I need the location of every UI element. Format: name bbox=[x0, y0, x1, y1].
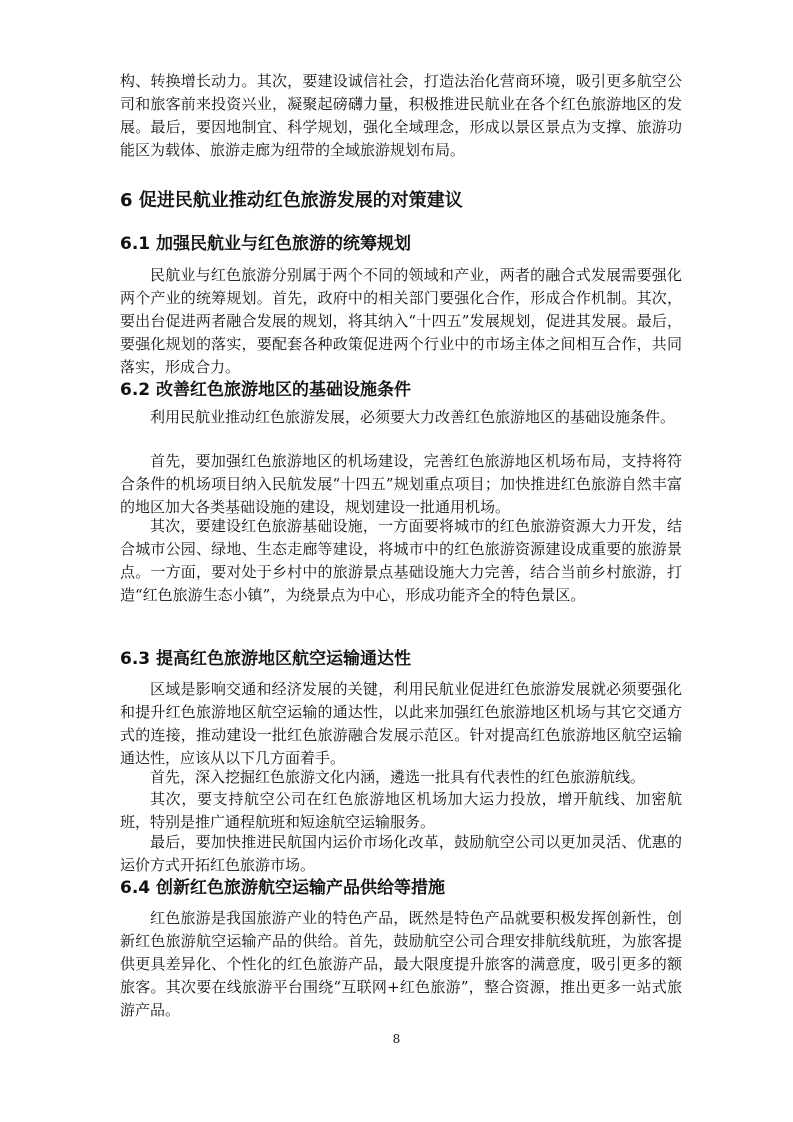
intro-paragraph: 构、转换增长动力。其次，要建设诚信社会，打造法治化营商环境，吸引更多航空公司和旅客前来投资兴业，凝聚起磅礴力量，积极推进民航业在各个红色旅游地区的发展。最后，要因地制宜、科学规划，强化全域理念，形成以景区景点为支撑、旅游功能区为载体、旅游走廊为纽带的全域旅游规划布局。 bbox=[120, 72, 682, 159]
subsection-heading-6-3: 6.3 提高红色旅游地区航空运输通达性 bbox=[120, 649, 412, 669]
subsection-heading-6-1: 6.1 加强民航业与红色旅游的统筹规划 bbox=[120, 234, 412, 254]
paragraph-6-3-c: 其次，要支持航空公司在红色旅游地区机场加大运力投放，增开航线、加密航班，特别是推广通程航班和短途航空运输服务。 bbox=[120, 790, 682, 831]
section-heading-6: 6 促进民航业推动红色旅游发展的对策建议 bbox=[120, 190, 463, 211]
paragraph-6-3-b: 首先，深入挖掘红色旅游文化内涵，遴选一批具有代表性的红色旅游航线。 bbox=[150, 768, 646, 786]
subsection-heading-6-4: 6.4 创新红色旅游航空运输产品供给等措施 bbox=[120, 878, 446, 898]
paragraph-6-4: 红色旅游是我国旅游产业的特色产品，既然是特色产品就要积极发挥创新性，创新红色旅游航空运输产品的供给。首先，鼓励航空公司合理安排航线航班，为旅客提供更具差异化、个性化的红色旅游产品，最大限度提升旅客的满意度，吸引更多的额旅客。其次要在线旅游平台围绕“互联网+红色旅游”，整合资源，推出更多一站式旅游产品。 bbox=[120, 909, 682, 1019]
paragraph-6-3-d: 最后，要加快推进民航国内运价市场化改革，鼓励航空公司以更加灵活、优惠的运价方式开拓红色旅游市场。 bbox=[120, 833, 682, 874]
page-number: 8 bbox=[392, 1032, 401, 1046]
paragraph-6-2-a: 利用民航业推动红色旅游发展，必须要大力改善红色旅游地区的基础设施条件。 bbox=[150, 408, 676, 426]
paragraph-6-3-a: 区域是影响交通和经济发展的关键，利用民航业促进红色旅游发展就必须要强化和提升红色旅游地区航空运输的通达性，以此来加强红色旅游地区机场与其它交通方式的连接，推动建设一批红色旅游融合发展示范区。针对提高红色旅游地区航空运输通达性，应该从以下几方面着手。 bbox=[120, 680, 682, 767]
paragraph-6-1: 民航业与红色旅游分别属于两个不同的领域和产业，两者的融合式发展需要强化两个产业的统筹规划。首先，政府中的相关部门要强化合作，形成合作机制。其次，要出台促进两者融合发展的规划，将其纳入“十四五”发展规划，促进其发展。最后，要强化规划的落实，要配套各种政策促进两个行业中的市场主体之间相互合作，共同落实，形成合力。 bbox=[120, 266, 682, 376]
subsection-heading-6-2: 6.2 改善红色旅游地区的基础设施条件 bbox=[120, 380, 412, 400]
paragraph-6-2-c: 其次，要建设红色旅游基础设施，一方面要将城市的红色旅游资源大力开发，结合城市公园、绿地、生态走廊等建设，将城市中的红色旅游资源建设成重要的旅游景点。一方面，要对处于乡村中的旅游景点基础设施大力完善，结合当前乡村旅游，打造“红色旅游生态小镇”，为绕景点为中心，形成功能齐全的特色景区。 bbox=[120, 517, 682, 604]
paragraph-6-2-b: 首先，要加强红色旅游地区的机场建设，完善红色旅游地区机场布局，支持将符合条件的机场项目纳入民航发展“十四五”规划重点项目；加快推进红色旅游自然丰富的地区加大各类基础设施的建设，规划建设一批通用机场。 bbox=[120, 452, 682, 516]
